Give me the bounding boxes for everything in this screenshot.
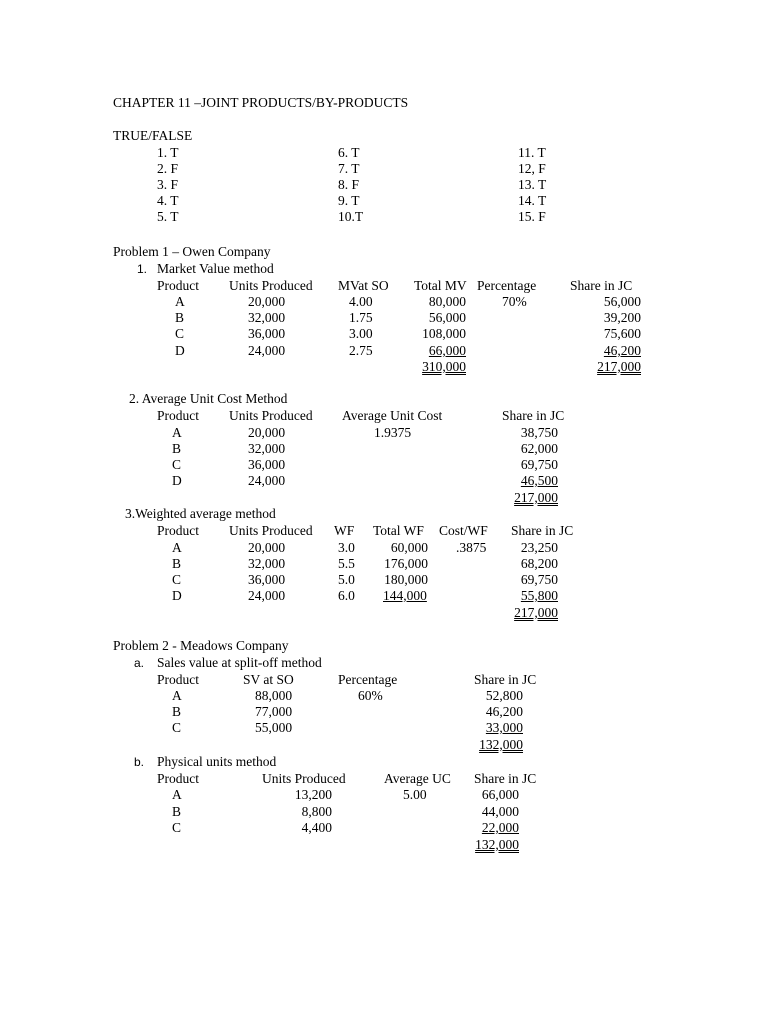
cell: 4,400 — [301, 820, 332, 835]
cell: A — [172, 787, 182, 802]
column-header: MVat SO — [338, 278, 389, 293]
cell: 4.00 — [349, 294, 373, 309]
cell: B — [172, 441, 182, 456]
column-header: Product — [157, 771, 199, 786]
column-header: Share in JC — [570, 278, 633, 293]
cell: B — [172, 556, 182, 571]
column-header: Cost/WF — [439, 523, 488, 538]
column-header: WF — [334, 523, 355, 538]
cell: 36,000 — [248, 326, 286, 341]
cell: 66,000 — [428, 343, 466, 358]
section-title: 3.Weighted average method — [125, 506, 276, 521]
column-header: Share in JC — [511, 523, 574, 538]
cell: 60% — [358, 688, 383, 703]
cell: 176,000 — [384, 556, 428, 571]
cell: B — [175, 310, 185, 325]
cell: 6.0 — [338, 588, 355, 603]
cell: 70% — [502, 294, 527, 309]
column-header: Units Produced — [229, 278, 313, 293]
total-cell: 310,000 — [422, 359, 466, 374]
cell: 38,750 — [520, 425, 558, 440]
cell: 1.75 — [349, 310, 373, 325]
cell: 46,500 — [520, 473, 558, 488]
cell: 36,000 — [248, 457, 286, 472]
cell: 32,000 — [248, 310, 286, 325]
cell: 60,000 — [390, 540, 428, 555]
cell: 23,250 — [520, 540, 558, 555]
cell: 24,000 — [248, 343, 286, 358]
problem-2-title: Problem 2 - Meadows Company — [113, 638, 289, 653]
answer: 5. T — [157, 209, 179, 224]
answer: 3. F — [157, 177, 179, 192]
cell: 5.5 — [338, 556, 355, 571]
column-header: Product — [157, 408, 199, 423]
column-header: Percentage — [477, 278, 537, 293]
column-header: Share in JC — [474, 672, 537, 687]
answer: 14. T — [518, 193, 547, 208]
answer: 7. T — [338, 161, 360, 176]
cell: 20,000 — [248, 540, 286, 555]
section-letter: b. — [134, 755, 145, 769]
column-header: Units Produced — [262, 771, 346, 786]
cell: 55,800 — [520, 588, 558, 603]
section-title: Physical units method — [157, 754, 277, 769]
cell: C — [172, 720, 182, 735]
column-header: Product — [157, 523, 199, 538]
cell: 180,000 — [384, 572, 428, 587]
column-header: Total WF — [373, 523, 424, 538]
answer: 8. F — [338, 177, 360, 192]
answer: 11. T — [518, 145, 546, 160]
column-header: Units Produced — [229, 408, 313, 423]
cell: 1.9375 — [374, 425, 412, 440]
answer: 9. T — [338, 193, 360, 208]
cell: C — [172, 457, 182, 472]
section-letter: a. — [134, 656, 145, 670]
problem-1-title: Problem 1 – Owen Company — [113, 244, 271, 259]
column-header: Average UC — [384, 771, 451, 786]
cell: 56,000 — [428, 310, 466, 325]
section-title: Market Value method — [157, 261, 274, 276]
column-header: SV at SO — [243, 672, 294, 687]
cell: 33,000 — [485, 720, 523, 735]
cell: 66,000 — [481, 787, 519, 802]
answer: 15. F — [518, 209, 546, 224]
answer: 1. T — [157, 145, 179, 160]
total-cell: 132,000 — [479, 737, 523, 752]
column-header: Product — [157, 672, 199, 687]
cell: 55,000 — [255, 720, 293, 735]
cell: 20,000 — [248, 425, 286, 440]
cell: 46,200 — [603, 343, 641, 358]
cell: 32,000 — [248, 441, 286, 456]
column-header: Total MV — [414, 278, 467, 293]
total-cell: 217,000 — [597, 359, 641, 374]
cell: 2.75 — [349, 343, 373, 358]
cell: .3875 — [456, 540, 487, 555]
cell: 20,000 — [248, 294, 286, 309]
total-cell: 217,000 — [514, 605, 558, 620]
cell: A — [172, 688, 182, 703]
cell: 13,200 — [294, 787, 332, 802]
cell: 77,000 — [255, 704, 293, 719]
section-title: Sales value at split-off method — [157, 655, 322, 670]
cell: A — [172, 425, 182, 440]
cell: B — [172, 804, 182, 819]
cell: D — [172, 588, 182, 603]
cell: 8,800 — [301, 804, 332, 819]
cell: 80,000 — [428, 294, 466, 309]
cell: 68,200 — [520, 556, 558, 571]
cell: 69,750 — [520, 457, 558, 472]
cell: 36,000 — [248, 572, 286, 587]
answer: 13. T — [518, 177, 547, 192]
section-number: 1. — [137, 262, 148, 276]
cell: A — [172, 540, 182, 555]
cell: C — [172, 572, 182, 587]
answer: 10.T — [338, 209, 364, 224]
cell: D — [175, 343, 185, 358]
cell: 44,000 — [481, 804, 519, 819]
column-header: Share in JC — [502, 408, 565, 423]
answer: 6. T — [338, 145, 360, 160]
total-cell: 132,000 — [475, 837, 519, 852]
cell: 75,600 — [603, 326, 641, 341]
answer: 12, F — [518, 161, 546, 176]
cell: 5.00 — [403, 787, 427, 802]
cell: 24,000 — [248, 473, 286, 488]
cell: B — [172, 704, 182, 719]
column-header: Percentage — [338, 672, 398, 687]
column-header: Share in JC — [474, 771, 537, 786]
cell: 22,000 — [481, 820, 519, 835]
cell: 108,000 — [422, 326, 466, 341]
section-title: 2. Average Unit Cost Method — [129, 391, 288, 406]
cell: 24,000 — [248, 588, 286, 603]
column-header: Units Produced — [229, 523, 313, 538]
cell: 39,200 — [603, 310, 641, 325]
cell: 56,000 — [603, 294, 641, 309]
cell: 3.00 — [349, 326, 373, 341]
total-cell: 217,000 — [514, 490, 558, 505]
true-false-heading: TRUE/FALSE — [113, 128, 193, 143]
column-header: Product — [157, 278, 199, 293]
answer: 4. T — [157, 193, 179, 208]
cell: 46,200 — [485, 704, 523, 719]
cell: D — [172, 473, 182, 488]
cell: A — [175, 294, 185, 309]
cell: 3.0 — [338, 540, 355, 555]
cell: C — [175, 326, 185, 341]
cell: 144,000 — [383, 588, 427, 603]
cell: 69,750 — [520, 572, 558, 587]
column-header: Average Unit Cost — [342, 408, 443, 423]
cell: 88,000 — [255, 688, 293, 703]
cell: 32,000 — [248, 556, 286, 571]
cell: 52,800 — [485, 688, 523, 703]
cell: 5.0 — [338, 572, 355, 587]
cell: C — [172, 820, 182, 835]
cell: 62,000 — [520, 441, 558, 456]
answer: 2. F — [157, 161, 179, 176]
chapter-title: CHAPTER 11 –JOINT PRODUCTS/BY-PRODUCTS — [113, 95, 409, 110]
